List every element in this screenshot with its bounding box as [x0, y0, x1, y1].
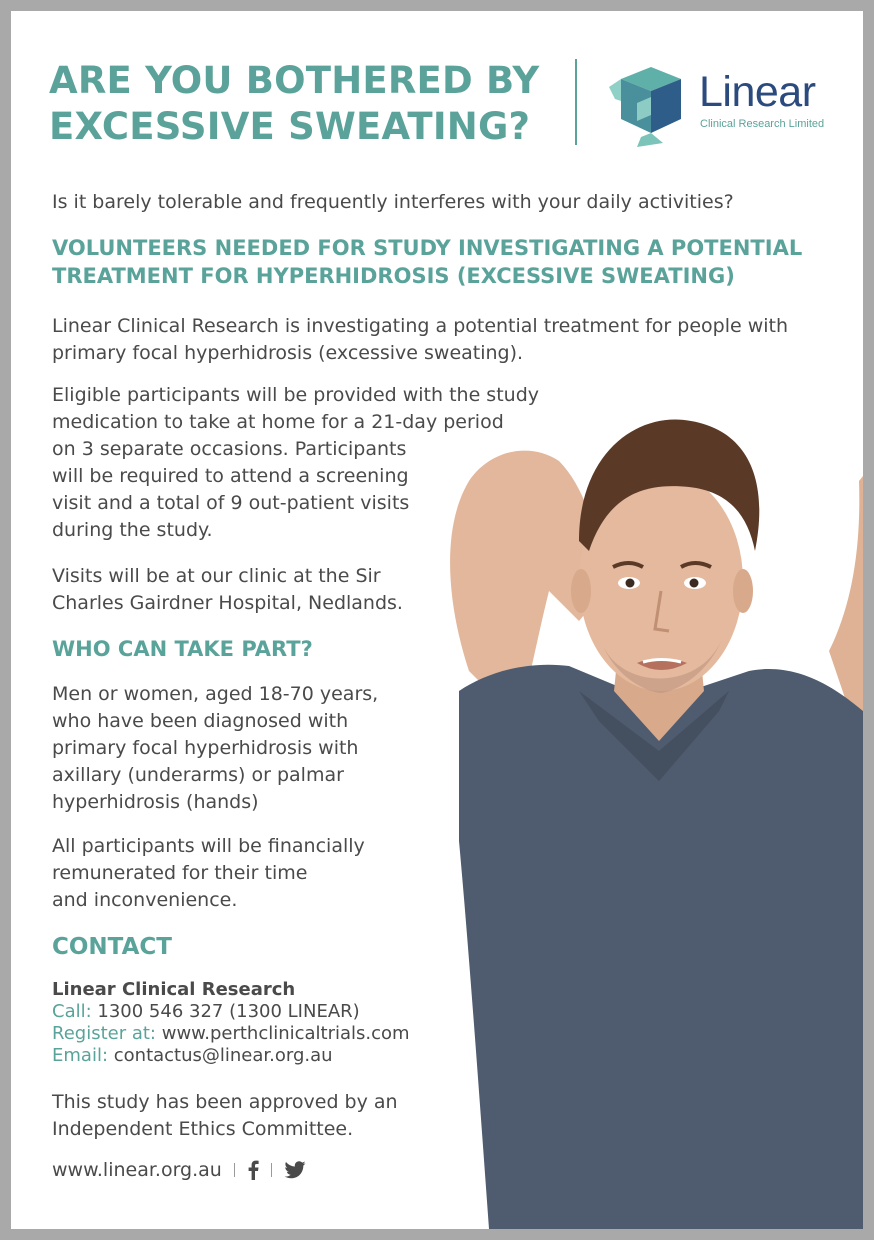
man-photo [429, 391, 863, 1229]
remuneration-line-2: remunerated for their time [52, 862, 308, 884]
headline [49, 58, 539, 150]
participation-line-1: Eligible participants will be provided with the study [52, 384, 539, 406]
eligibility-line-3: primary focal hyperhidrosis with [52, 737, 359, 759]
contact-details [52, 979, 410, 1067]
facebook-icon[interactable] [247, 1160, 259, 1180]
eligibility-line-1: Men or women, aged 18-70 years, [52, 683, 379, 705]
study-subheading-line-1: VOLUNTEERS NEEDED FOR STUDY INVESTIGATING A POTENTIAL [52, 236, 803, 260]
footer-separator [234, 1163, 235, 1177]
twitter-icon[interactable] [284, 1161, 306, 1179]
footer-separator [271, 1163, 272, 1177]
participation-line-4: will be required to attend a screening [52, 465, 409, 487]
email-label: Email: [52, 1045, 109, 1066]
study-description-line-2: primary focal hyperhidrosis (excessive sweating). [52, 342, 524, 364]
ethics-line-2: Independent Ethics Committee. [52, 1118, 354, 1140]
website-link[interactable]: www.linear.org.au [52, 1159, 222, 1181]
flyer-page [11, 11, 863, 1229]
linear-cube-icon [607, 57, 689, 147]
remuneration-line-1: All participants will be financially [52, 835, 365, 857]
visit-location [52, 563, 403, 617]
eligibility-line-4: axillary (underarms) or palmar [52, 764, 344, 786]
headline-line-1: ARE YOU BOTHERED BY [49, 59, 540, 102]
participation-line-6: during the study. [52, 519, 213, 541]
remuneration-paragraph [52, 833, 365, 914]
logo-tagline: Clinical Research Limited [700, 118, 825, 130]
participation-line-2: medication to take at home for a 21-day period [52, 411, 504, 433]
intro-question: Is it barely tolerable and frequently interferes with your daily activities? [52, 191, 734, 213]
ethics-statement [52, 1089, 398, 1143]
participation-line-3: on 3 separate occasions. Participants [52, 438, 407, 460]
eligibility-heading: WHO CAN TAKE PART? [52, 637, 313, 661]
study-subheading [52, 234, 802, 290]
study-description-line-1: Linear Clinical Research is investigating a potential treatment for people with [52, 315, 789, 337]
phone-number[interactable]: 1300 546 327 (1300 LINEAR) [97, 1001, 360, 1022]
email-link[interactable]: contactus@linear.org.au [113, 1045, 333, 1066]
eligibility-line-5: hyperhidrosis (hands) [52, 791, 259, 813]
visit-location-line-1: Visits will be at our clinic at the Sir [52, 565, 381, 587]
eligibility-line-2: who have been diagnosed with [52, 710, 349, 732]
contact-organisation: Linear Clinical Research [52, 979, 296, 1000]
register-link[interactable]: www.perthclinicaltrials.com [161, 1023, 410, 1044]
register-label: Register at: [52, 1023, 156, 1044]
eligibility-criteria [52, 681, 378, 816]
study-description [52, 313, 788, 367]
call-label: Call: [52, 1001, 92, 1022]
remuneration-line-3: and inconvenience. [52, 889, 238, 911]
footer [52, 1159, 306, 1181]
headline-line-2: EXCESSIVE SWEATING? [49, 105, 531, 148]
logo-wordmark: Linear [699, 68, 816, 116]
linear-logo [607, 57, 847, 147]
study-subheading-line-2: TREATMENT FOR HYPERHIDROSIS (EXCESSIVE SWEATING) [52, 264, 735, 288]
participation-line-5: visit and a total of 9 out-patient visits [52, 492, 410, 514]
visit-location-line-2: Charles Gairdner Hospital, Nedlands. [52, 592, 403, 614]
ethics-line-1: This study has been approved by an [52, 1091, 398, 1113]
header-divider [575, 59, 577, 145]
contact-heading: CONTACT [52, 934, 172, 960]
